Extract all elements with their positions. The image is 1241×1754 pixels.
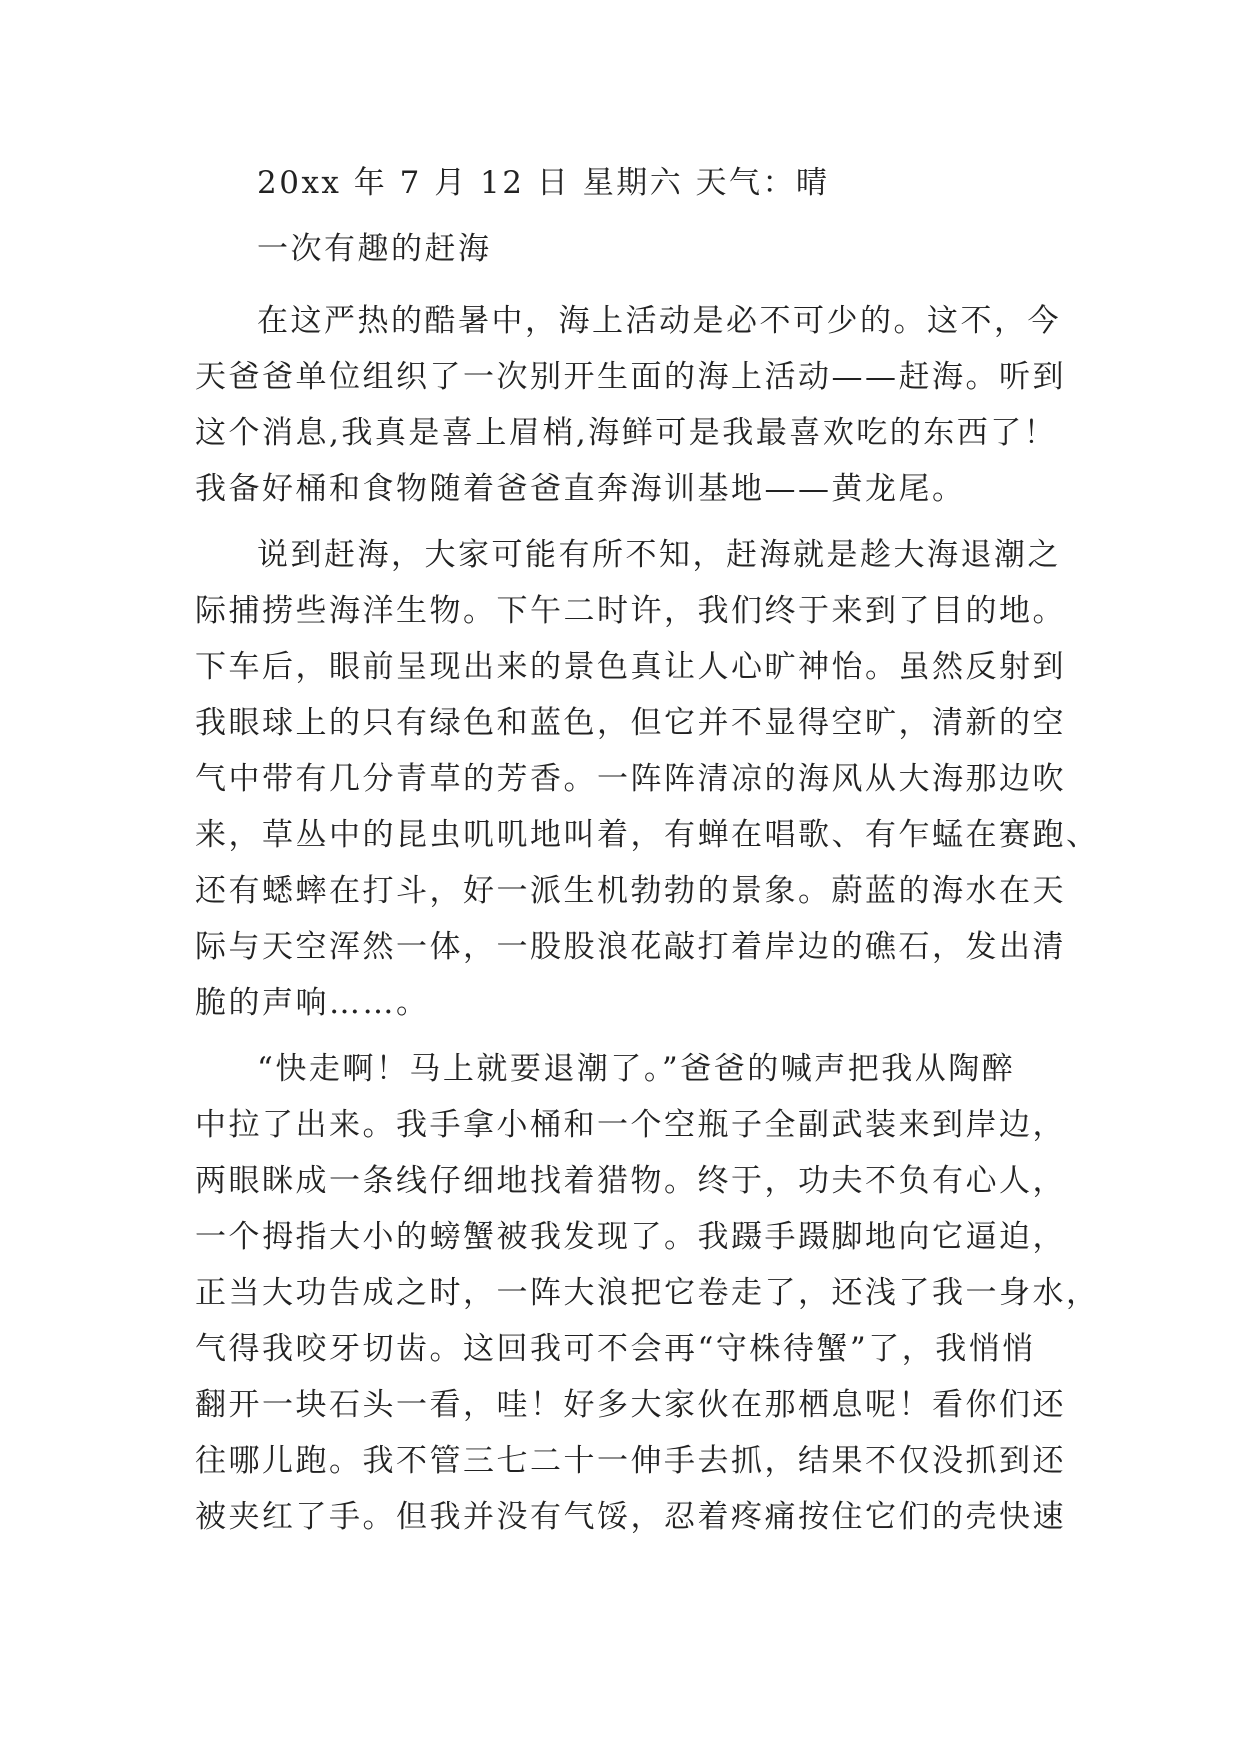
essay-title: 一次有趣的赶海 bbox=[257, 231, 492, 267]
paragraph-line: 际捕捞些海洋生物。下午二时许，我们终于来到了目的地。 bbox=[195, 593, 1066, 629]
paragraph-line: “快走啊！马上就要退潮了。”爸爸的喊声把我从陶醉 bbox=[257, 1051, 1016, 1087]
paragraph-line: 际与天空浑然一体，一股股浪花敲打着岸边的礁石，发出清 bbox=[195, 929, 1066, 965]
paragraph-line: 中拉了出来。我手拿小桶和一个空瓶子全副武装来到岸边， bbox=[195, 1107, 1066, 1143]
paragraph-line: 往哪儿跑。我不管三七二十一伸手去抓，结果不仅没抓到还 bbox=[195, 1443, 1066, 1479]
paragraph-line: 我备好桶和食物随着爸爸直奔海训基地——黄龙尾。 bbox=[195, 471, 966, 507]
paragraph-line: 这个消息,我真是喜上眉梢,海鲜可是我最喜欢吃的东西了！ bbox=[195, 415, 1058, 451]
paragraph-line: 来，草丛中的昆虫叽叽地叫着，有蝉在唱歌、有乍蜢在赛跑、 bbox=[195, 817, 1100, 853]
paragraph-line: 气中带有几分青草的芳香。一阵阵清凉的海风从大海那边吹 bbox=[195, 761, 1066, 797]
paragraph bbox=[195, 293, 1075, 517]
paragraph-line: 我眼球上的只有绿色和蓝色，但它并不显得空旷，清新的空 bbox=[195, 705, 1066, 741]
paragraph-line: 天爸爸单位组织了一次别开生面的海上活动——赶海。听到 bbox=[195, 359, 1066, 395]
paragraph-line: 说到赶海，大家可能有所不知，赶海就是趁大海退潮之 bbox=[257, 537, 1061, 573]
essay-paragraphs bbox=[195, 293, 1100, 1545]
document-body bbox=[195, 155, 1100, 1545]
paragraph-line: 正当大功告成之时，一阵大浪把它卷走了，还浅了我一身水， bbox=[195, 1275, 1100, 1311]
paragraph-line: 一个拇指大小的螃蟹被我发现了。我蹑手蹑脚地向它逼迫， bbox=[195, 1219, 1066, 1255]
paragraph-line: 还有蟋蟀在打斗，好一派生机勃勃的景象。蔚蓝的海水在天 bbox=[195, 873, 1066, 909]
paragraph bbox=[195, 1041, 1100, 1545]
paragraph-line: 被夹红了手。但我并没有气馁，忍着疼痛按住它们的壳快速 bbox=[195, 1499, 1066, 1535]
paragraph-line: 气得我咬牙切齿。这回我可不会再“守株待蟹”了，我悄悄 bbox=[195, 1331, 1036, 1367]
paragraph-line: 下车后，眼前呈现出来的景色真让人心旷神怡。虽然反射到 bbox=[195, 649, 1066, 685]
paragraph-line: 脆的声响……。 bbox=[195, 985, 430, 1021]
paragraph-line: 两眼眯成一条线仔细地找着猎物。终于，功夫不负有心人， bbox=[195, 1163, 1066, 1199]
date-weather-line: 20xx 年 7 月 12 日 星期六 天气：晴 bbox=[257, 165, 830, 201]
paragraph-line: 翻开一块石头一看，哇！好多大家伙在那栖息呢！看你们还 bbox=[195, 1387, 1066, 1423]
paragraph bbox=[195, 527, 1100, 1031]
paragraph-line: 在这严热的酷暑中，海上活动是必不可少的。这不，今 bbox=[257, 303, 1061, 339]
